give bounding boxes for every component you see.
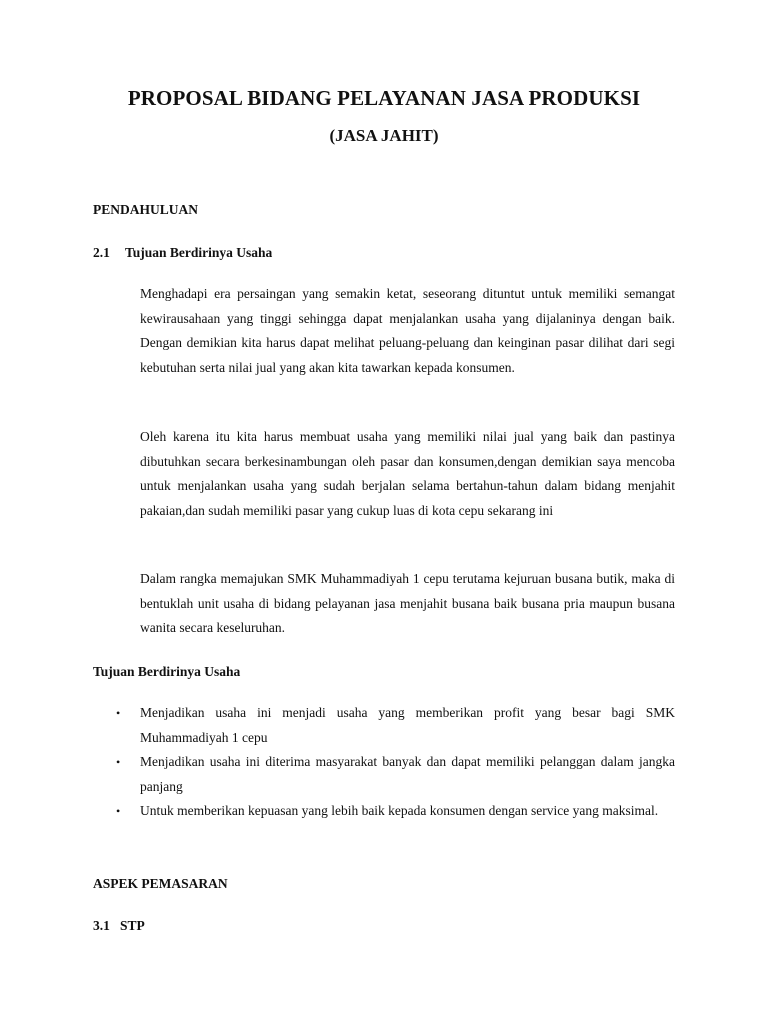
bullet-item [93, 701, 675, 750]
bullet-icon: • [116, 804, 121, 819]
subsection-title: Tujuan Berdirinya Usaha [125, 245, 273, 260]
bullet-item [93, 750, 675, 799]
bullet-list [93, 701, 675, 824]
bullet-item [93, 799, 675, 824]
subsection-number: 3.1 [93, 918, 110, 933]
subsection-number: 2.1 [93, 245, 110, 260]
paragraph-1: Menghadapi era persaingan yang semakin ketat, seseorang dituntut untuk memiliki semangat kewirausahaan yang tinggi sehingga dapat menjalankan usaha yang dijalaninya dengan baik. Dengan demikian kita harus dapat melihat peluang-peluang dan keinginan pasar dilihat dari segi kebutuhan serta nilai jual yang akan kita tawarkan kepada konsumen. [140, 286, 675, 375]
bullet-text: Menjadikan usaha ini diterima masyarakat banyak dan dapat memiliki pelanggan dalam jangka panjang [140, 754, 675, 794]
bullet-text: Untuk memberikan kepuasan yang lebih baik kepada konsumen dengan service yang maksimal. [140, 803, 659, 819]
section-heading-aspek-pemasaran: ASPEK PEMASARAN [93, 876, 228, 891]
subsection-heading-3-1 [93, 918, 145, 934]
section-heading-pendahuluan: PENDAHULUAN [93, 202, 199, 217]
paragraph-2: Oleh karena itu kita harus membuat usaha yang memiliki nilai jual yang baik dan pastinya dibutuhkan secara berkesinambungan oleh pasar dan konsumen,dengan demikian saya mencoba untuk menjalankan usaha yang sudah berjalan selama bertahun-tahun dalam bidang menjahit pakaian,dan sudah memiliki pasar yang cukup luas di kota cepu sekarang ini [140, 429, 675, 518]
subsection-heading-2-1 [93, 245, 272, 261]
heading-tujuan: Tujuan Berdirinya Usaha [93, 664, 241, 679]
document-subtitle: (JASA JAHIT) [329, 126, 439, 145]
subsection-title: STP [120, 918, 145, 933]
bullet-icon: • [116, 755, 121, 770]
document-title: PROPOSAL BIDANG PELAYANAN JASA PRODUKSI [127, 86, 641, 110]
paragraph-3: Dalam rangka memajukan SMK Muhammadiyah 1 cepu terutama kejuruan busana butik, maka di bentuklah unit usaha di bidang pelayanan jasa menjahit busana baik busana pria maupun busana wanita secara keseluruhan. [140, 571, 675, 636]
bullet-icon: • [116, 706, 121, 720]
bullet-text: Menjadikan usaha ini menjadi usaha yang memberikan profit yang besar bagi SMK Muhammadiyah 1 cepu [140, 705, 675, 745]
